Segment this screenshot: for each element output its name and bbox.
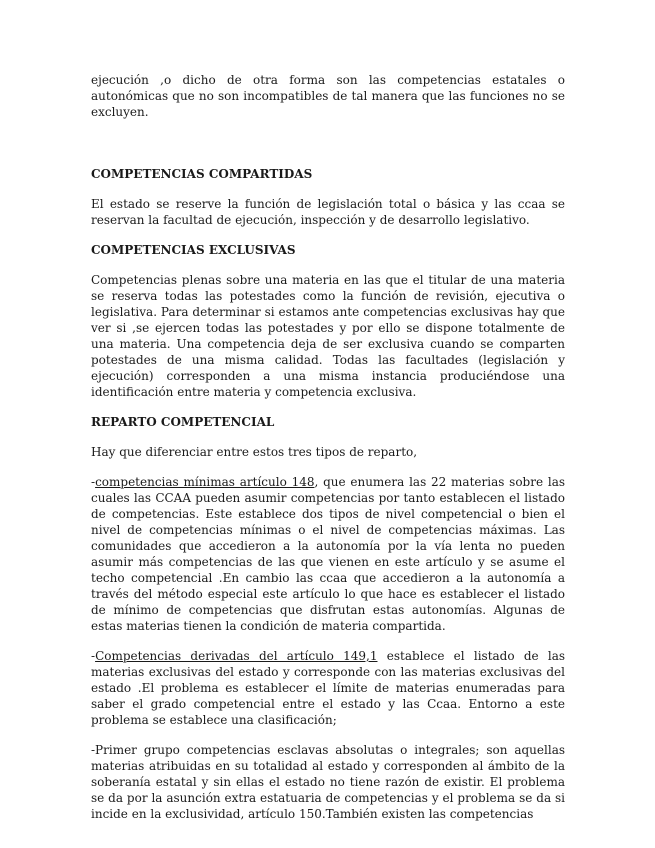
heading-competencias-compartidas: COMPETENCIAS COMPARTIDAS — [91, 167, 313, 181]
paragraph-primer-grupo: -Primer grupo competencias esclavas absolutas o integrales; son aquellas materias atribuidas en su totalidad al estado y corresponden al ámbito de la soberanía estatal y sin ellas el estado no tiene razón de existir. El problema se da por la asunción extra estatuaria de competencias y el problema se da si incide en la exclusividad, artículo 150.También existen las competencias — [91, 743, 565, 821]
paragraph-reparto-intro: Hay que diferenciar entre estos tres tipos de reparto, — [91, 445, 418, 459]
dash: - — [91, 649, 96, 663]
paragraph-competencias-minimas — [91, 474, 565, 634]
paragraph-text: , que enumera las 22 materias sobre las cuales las CCAA pueden asumir competencias por tanto establecen el listado de competencias. Este establece dos tipos de nivel competencial o bien el nivel de competencias mínimas o el nivel de competencias máximas. Las comunidades que accedieron a la autonomía por la vía lenta no pueden asumir más competencias de las que vienen en este artículo y se asume el techo competencial .En cambio las ccaa que accedieron a la autonomía a través del método especial este artículo lo que hace es establecer el listado de mínimo de competencias que disfrutan estas autonomías. Algunas de estas materias tienen la condición de materia compartida. — [91, 475, 566, 633]
heading-reparto-competencial: REPARTO COMPETENCIAL — [91, 415, 275, 429]
heading-competencias-exclusivas: COMPETENCIAS EXCLUSIVAS — [91, 243, 296, 257]
paragraph-text: establece el listado de las materias exclusivas del estado y corresponde con las materias exclusivas del estado .El problema es establecer el límite de materias enumeradas para saber el grado competencial entre el estado y las Ccaa. Entorno a este problema se establece una clasificación; — [91, 649, 566, 727]
underlined-term-competencias-minimas: competencias mínimas artículo 148 — [95, 475, 315, 489]
paragraph-intro: ejecución ,o dicho de otra forma son las competencias estatales o autonómicas que no son incompatibles de tal manera que las funciones no se excluyen. — [91, 73, 565, 119]
paragraph-exclusivas: Competencias plenas sobre una materia en las que el titular de una materia se reserva todas las potestades como la función de revisión, ejecutiva o legislativa. Para determinar si estamos ante competencias exclusivas hay que ver si ,se ejercen todas las potestades y por ello se dispone totalmente de una materia. Una competencia deja de ser exclusiva cuando se comparten potestades de una misma calidad. Todas las facultades (legislación y ejecución) corresponden a una misma instancia produciéndose una identificación entre materia y competencia exclusiva. — [91, 273, 565, 399]
paragraph-compartidas: El estado se reserve la función de legislación total o básica y las ccaa se reservan la facultad de ejecución, inspección y de desarrollo legislativo. — [91, 197, 565, 227]
underlined-term-competencias-derivadas: Competencias derivadas del artículo 149,1 — [95, 649, 378, 663]
dash: - — [91, 475, 96, 489]
paragraph-competencias-derivadas — [91, 648, 565, 728]
document-page — [91, 72, 565, 822]
